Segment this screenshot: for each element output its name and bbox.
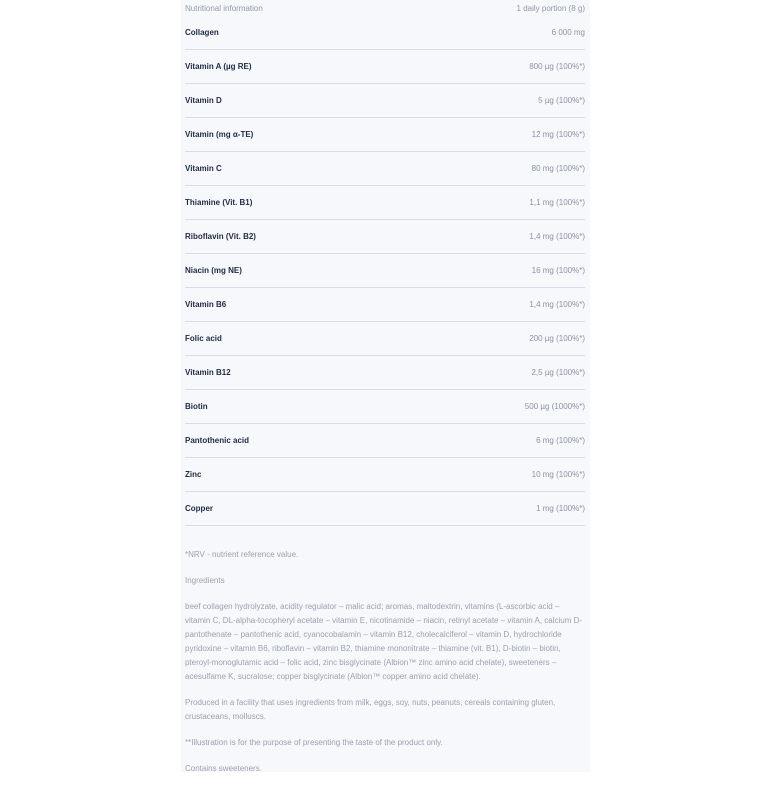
table-row: [185, 50, 585, 84]
nrv-note: *NRV - nutrient reference value.: [185, 550, 299, 559]
nutrient-value: 1,4 mg (100%*): [529, 300, 585, 309]
table-row: [185, 118, 585, 152]
table-row: [185, 288, 585, 322]
nutrient-value: 5 µg (100%*): [538, 96, 585, 105]
nutrient-name: Biotin: [185, 402, 208, 411]
nutrient-value: 6 000 mg: [551, 28, 585, 37]
nutrient-name: Folic acid: [185, 334, 222, 343]
nutrient-value: 12 mg (100%*): [531, 130, 585, 139]
table-row: [185, 152, 585, 186]
table-row: [185, 458, 585, 492]
portion-label: 1 daily portion (8 g): [516, 3, 585, 13]
nutrient-name: Vitamin B6: [185, 300, 227, 309]
table-row: [185, 424, 585, 458]
table-row: [185, 254, 585, 288]
product-notes: [185, 548, 585, 776]
nutrient-value: 10 mg (100%*): [531, 470, 585, 479]
table-row: [185, 492, 585, 526]
table-row: [185, 390, 585, 424]
nutrient-name: Vitamin B12: [185, 368, 231, 377]
nutrient-name: Pantothenic acid: [185, 436, 250, 445]
nutrient-value: 1,4 mg (100%*): [529, 232, 585, 241]
nutrient-name: Riboflavin (Vit. B2): [185, 232, 256, 241]
nutrient-name: Vitamin A (µg RE): [185, 62, 252, 71]
nutrient-value: 200 µg (100%*): [529, 334, 585, 343]
table-row: [185, 186, 585, 220]
nutrient-name: Copper: [185, 504, 213, 513]
table-row: [185, 356, 585, 390]
nutrient-name: Thiamine (Vit. B1): [185, 198, 253, 207]
ingredients-heading: Ingredients: [185, 576, 225, 585]
nutrient-value: 1 mg (100%*): [536, 504, 585, 513]
nutrition-panel: [181, 0, 590, 772]
table-row: [185, 84, 585, 118]
nutrition-content: [185, 0, 585, 788]
illustration-note: **Illustration is for the purpose of presenting the taste of the product only.: [185, 738, 443, 747]
nutrient-name: Niacin (mg NE): [185, 266, 242, 275]
nutrient-value: 1,1 mg (100%*): [529, 198, 585, 207]
nutrition-title: Nutritional information: [185, 3, 263, 13]
nutrient-name: Vitamin D: [185, 96, 222, 105]
ingredients-text: beef collagen hydrolyzate, acidity regulator – malic acid; aromas, maltodextrin, vitamins (L-ascorbic acid – vitamin C, DL-alpha-tocopheryl acetate – vitamin E, nicotinamide – niacin, retinyl acetate – vitamin A, calcium D-pantothenate – pantothenic acid, cyanocobalamin – vitamin B12, cholecalciferol – vitamin D, hydrochloride pyridoxine – vitamin B6, riboflavin – vitamin B2, thiamine mononitrate – thiamine (vit. B1), D-biotin – biotin, pteroyl-monoglutamic acid – folic acid, zinc bisglycinate (Albion™ zinc amino acid chelate), sweeteners – acesulfame K, sucralose; copper bisglycinate (Albion™ copper amino acid chelate).: [185, 602, 583, 681]
nutrient-value: 2,5 µg (100%*): [531, 368, 585, 377]
nutrient-name: Vitamin C: [185, 164, 222, 173]
nutrient-value: 80 mg (100%*): [531, 164, 585, 173]
nutrient-value: 6 mg (100%*): [536, 436, 585, 445]
sweeteners-note: Contains sweeteners.: [185, 764, 262, 773]
table-row: [185, 322, 585, 356]
nutrient-value: 16 mg (100%*): [531, 266, 585, 275]
nutrient-value: 500 µg (1000%*): [524, 402, 585, 411]
nutrition-header: [185, 0, 585, 16]
nutrient-value: 800 µg (100%*): [529, 62, 585, 71]
nutrient-name: Zinc: [185, 470, 202, 479]
table-row: [185, 16, 585, 50]
nutrient-name: Vitamin (mg α-TE): [185, 130, 254, 139]
nutrition-table: [185, 16, 585, 526]
nutrient-name: Collagen: [185, 28, 219, 37]
table-row: [185, 220, 585, 254]
allergen-note: Produced in a facility that uses ingredients from milk, eggs, soy, nuts, peanuts, cereals containing gluten, crustaceans, molluscs.: [185, 698, 556, 721]
